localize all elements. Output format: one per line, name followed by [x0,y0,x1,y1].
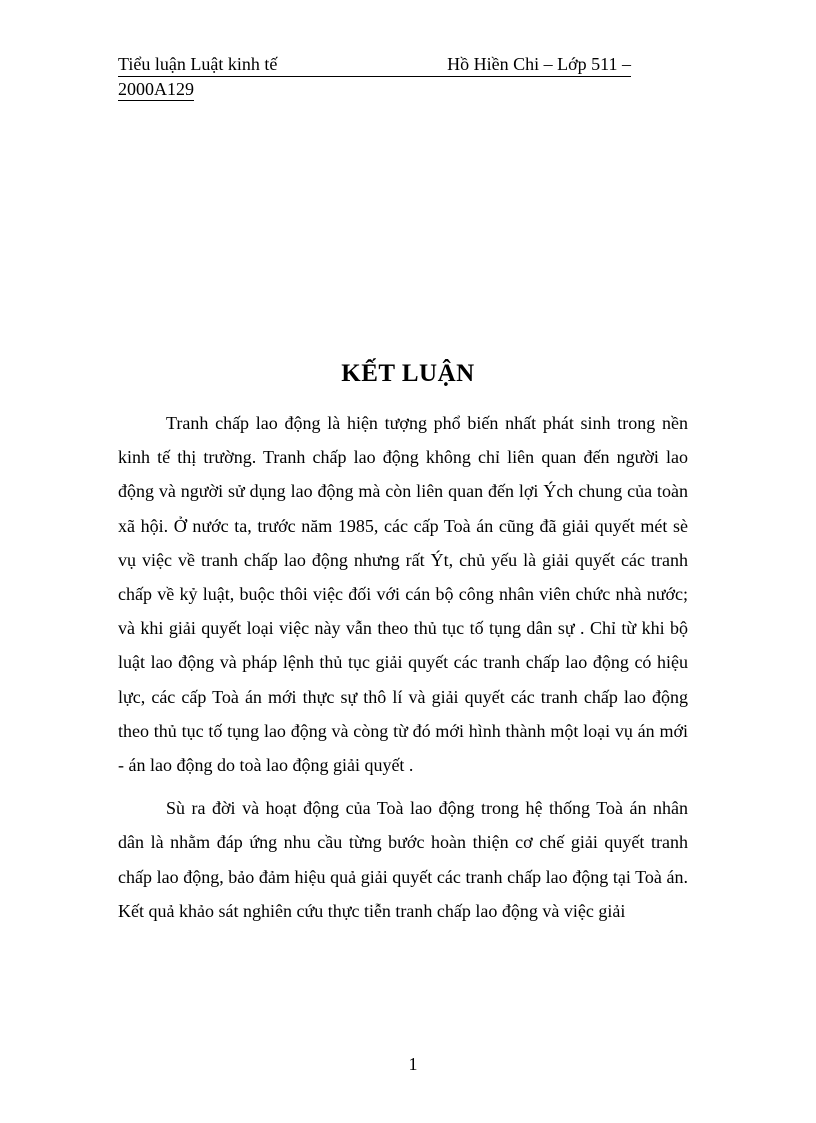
body-text [118,406,688,928]
section-title: KẾT LUẬN [341,360,475,387]
paragraph-2: Sù ra đời và hoạt động của Toà lao động trong hệ thống Toà án nhân dân là nhằm đáp ứng nhu cầu từng bước hoàn thiện cơ chế giải quyết tranh chấp lao động, bảo đảm hiệu quả giải quyết các tranh chấp lao động tại Toà án. Kết quả khảo sát nghiên cứu thực tiễn tranh chấp lao động và việc giải [118,798,688,921]
header-course-title: Tiểu luận Luật kinh tế [118,54,278,74]
header-author-class: Hồ Hiền Chi – Lớp 511 – [447,54,631,74]
page-header [118,52,638,101]
page-number: 1 [408,1054,418,1074]
header-first-line [118,52,631,77]
paragraph-1: Tranh chấp lao động là hiện tượng phổ biến nhất phát sinh trong nền kinh tế thị trường. Tranh chấp lao động không chỉ liên quan đến người lao động và người sử dụng lao động mà còn liên quan đến lợi Ých chung của toàn xã hội. Ở nước ta, trước năm 1985, các cấp Toà án cũng đã giải quyết mét sè vụ việc về tranh chấp lao động nhưng rất Ýt, chủ yếu là giải quyết các tranh chấp về kỷ luật, buộc thôi việc đối với cán bộ công nhân viên chức nhà nước; và khi giải quyết loại việc này vẫn theo thủ tục tố tụng dân sự . Chỉ từ khi bộ luật lao động và pháp lệnh thủ tục giải quyết các tranh chấp lao động có hiệu lực, các cấp Toà án mới thực sự thô lí và giải quyết các tranh chấp lao động theo thủ tục tố tụng lao động và còng từ đó mới hình thành một loại vụ án mới - án lao động do toà lao động giải quyết . [118,413,688,776]
header-student-id: 2000A129 [118,79,194,99]
